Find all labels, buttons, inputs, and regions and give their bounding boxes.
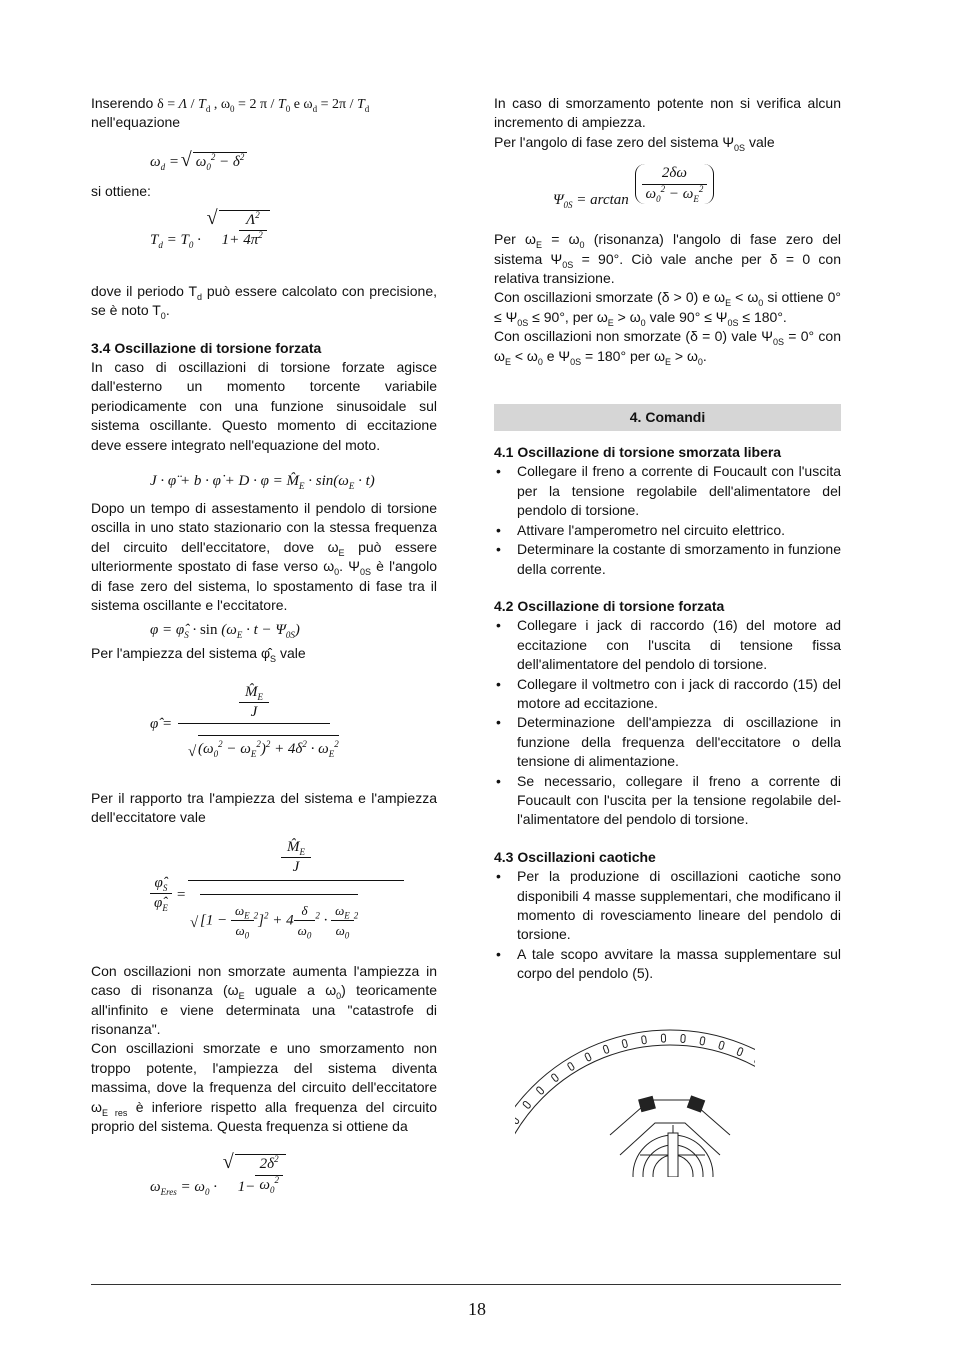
list-4-2 [494, 616, 841, 829]
list-item: • Se necessario, collegare il freno a corrente di Foucault con l'uscita per la tensione regolabile del-l'alimentatore del pendolo di torsione. [494, 772, 841, 830]
list-item: • Determinare la costante di smorzamento in funzione della corrente. [494, 540, 841, 579]
scale-tick [700, 1037, 705, 1046]
pendulum-body [610, 1100, 730, 1135]
footer-rule [91, 1284, 841, 1285]
equation-Eres: $\omega_{Eres} = \omega_0$ · √ 1− $\frac{2\delta^2}{\omega_0^2}$ [150, 1154, 437, 1204]
scale-tick [641, 1036, 646, 1044]
para-risonanza: Per $\omega_E = \omega_0$ (risonanza) l'angolo di fase zero del sistema $\Psi_{0S} = 90^\circ$. Ciò vale anche per δ = 0 con relativa transizione. [494, 231, 842, 287]
intro-line-2: nell'equazione [91, 114, 181, 130]
list-4-3 [494, 867, 841, 983]
list-item: • A tale scopo avvitare la massa supplementare sul corpo del pendolo (5). [494, 945, 841, 984]
list-4-1 [494, 462, 841, 578]
equation-ampiezza: φ̂ = $M̂_E$ J √ $(\omega_0^2 - \omega_E^2)^2 + 4\delta^2 \cdot \omega_E^2$ [150, 683, 339, 760]
intro-line: Inserendo $\delta = \Lambda / T_d$ , $\omega_0 = 2$ π / $T_0$ e $\omega_d = 2\pi / T_d$ [91, 95, 370, 113]
section-title-4-2: 4.2 Oscillazione di torsione forzata [494, 597, 725, 614]
scale-tick [536, 1086, 544, 1095]
page-number: 18 [468, 1299, 486, 1319]
para-potente: In caso di smorzamento potente non si verifica alcun incremento di ampiezza. [494, 95, 841, 131]
right-column [494, 94, 841, 984]
pendulum-illustration [515, 1015, 755, 1177]
para-non-smorzate: Con oscillazioni non smorzate aumenta l'ampiezza in caso di risonanza ($\omega_E$ uguale a $\omega_0$) teoricamente all'infinito e viene determinata una "catastrofe di risonanza". [91, 962, 437, 1037]
scale-tick [551, 1073, 559, 1082]
list-item: • Determinazione dell'ampiezza di oscillazione in funzione della frequenza dell'eccitatore o della tensione di alimentazione. [494, 713, 841, 771]
scale-tick [719, 1041, 725, 1050]
list-item: • Attivare l'amperometro nel circuito elettrico. [494, 521, 841, 540]
left-column [91, 94, 437, 1204]
equation-omega-d: $\omega_d$ = √ $\omega_0^2 - \delta^2$ [150, 152, 437, 182]
scale-tick [737, 1047, 744, 1056]
scale-tick [584, 1052, 591, 1061]
mass-block-right [687, 1096, 704, 1112]
scale-tick [661, 1034, 665, 1042]
section-title-4-3: 4.3 Oscillazioni caotiche [494, 848, 656, 865]
list-item: • Per la produzione di oscillazioni caotiche sono disponibili 4 masse supplementari, che modificano il momento di rovesciamento lineare del pendolo di torsione. [494, 867, 841, 945]
ampiezza-label: Per l'ampiezza del sistema $\varphî_S$ vale [91, 644, 306, 664]
para-nonsmorzate-right: Con oscillazioni non smorzate (δ = 0) vale $\Psi_{0S} = 0^\circ$ con $\omega_E < \omega_0$ e $\Psi_{0S} = 180^\circ$ per $\omega_E > \omega_0$. [494, 328, 841, 367]
si-ottiene: si ottiene: [91, 183, 151, 200]
equation-phi: $\varphi = \varphî_S \cdot \sin (\omega_E \cdot t - \Psi_{0S})$ [150, 621, 300, 640]
scale-tick [622, 1039, 628, 1048]
scale-tick [515, 1117, 519, 1125]
scale-tick [522, 1101, 531, 1109]
scale-tick [567, 1062, 575, 1071]
para-smorzate-right: Con oscillazioni smorzate (δ > 0) e $\omega_E < \omega_0$ si ottiene $0^\circ \le \Psi_{0S} \le 90^\circ$, per $\omega_E > \omega_0$ vale $90^\circ \le \Psi_{0S} \le 180^\circ$. [494, 289, 841, 328]
section-bar-comandi: 4. Comandi [494, 404, 841, 431]
rapporto-label: Per il rapporto tra l'ampiezza del sistema e l'ampiezza dell'eccitatore vale [91, 789, 437, 826]
scale-ticks [515, 1034, 755, 1177]
list-item: • Collegare il voltmetro con i jack di raccordo (15) del motore ad eccitazione. [494, 675, 841, 714]
equation-moto: J · φ̈ + b · φ̇ + $D \cdot \varphi = M̂_E \cdot \sin(\omega_E \cdot t)$ [150, 473, 375, 492]
scale-tick [754, 1055, 755, 1064]
equation-rapporto: $\frac{\varphî_S}{\varphî_E}$ = $M̂_E$ J √ [1 − $\frac{\omega_E}{\omega_0}$ $^2$]$^2$ + 4 $\frac{\delta}{\omega_0}$ $^2$ · $\frac{\omega_E}{\omega_0}$ $^2$ [150, 838, 437, 958]
list-item: • Collegare i jack di raccordo (16) del motore ad eccitazione con l'uscita di tensione fissa dell'alimentatore del pendolo di torsione. [494, 616, 841, 674]
scale-tick [681, 1034, 686, 1042]
equation-Td: $T_d = T_0$ · √ 1+ $\frac{\Lambda^2}{4\pi^2}$ [150, 210, 437, 262]
list-item: • Collegare il freno a corrente di Foucault con l'uscita per la tensione regolabile dell'alimentatore del pendolo di torsione. [494, 462, 841, 520]
para-forzata: In caso di oscillazioni di torsione forzate agisce dall'esterno un momento torcente variabile periodicamente con una funzione sinusoidale sul sistema oscillante. Questo momento di eccitazione deve essere integrato nell'equazione del moto. [91, 359, 437, 453]
pointer [668, 1133, 678, 1177]
para-smorzate: Con oscillazioni smorzate e uno smorzamento non troppo potente, l'ampiezza del sistema diventa massima, dove la frequenza del circuito dell'eccitatore $\omega_{E res}$ è inferiore rispetto alla frequenza del circuito proprio del sistema. Questa frequenza si ottiene da [91, 1040, 437, 1134]
dove-text: dove il periodo $T_d$ può essere calcolato con precisione, se è noto $T_0$. [91, 282, 437, 322]
scale-inner-ring [515, 1045, 755, 1177]
scale-tick [603, 1045, 609, 1054]
mass-block-left [639, 1096, 656, 1111]
fase-label: Per l'angolo di fase zero del sistema $\Psi_{0S}$ vale [494, 133, 775, 153]
equation-fase: $\Psi_{0S} = \arctan$ $\frac{2\delta\omega}{\omega_0^2 - \omega_E^2}$ [553, 164, 841, 224]
section-title-4-1: 4.1 Oscillazione di torsione smorzata libera [494, 444, 782, 461]
section-title-3-4: 3.4 Oscillazione di torsione forzata [91, 339, 322, 356]
para-dopo: Dopo un tempo di assestamento il pendolo di torsione oscilla in uno stato stazionario con la stessa frequenza del circuito dell'eccitatore, dove $\omega_E$ può essere ulteriormente spostato di fase verso $\omega_0$. $\Psi_{0S}$ è l'angolo di fase zero del sistema, lo spostamento di fase tra il sistema oscillante e l'eccitatore. [91, 500, 437, 614]
